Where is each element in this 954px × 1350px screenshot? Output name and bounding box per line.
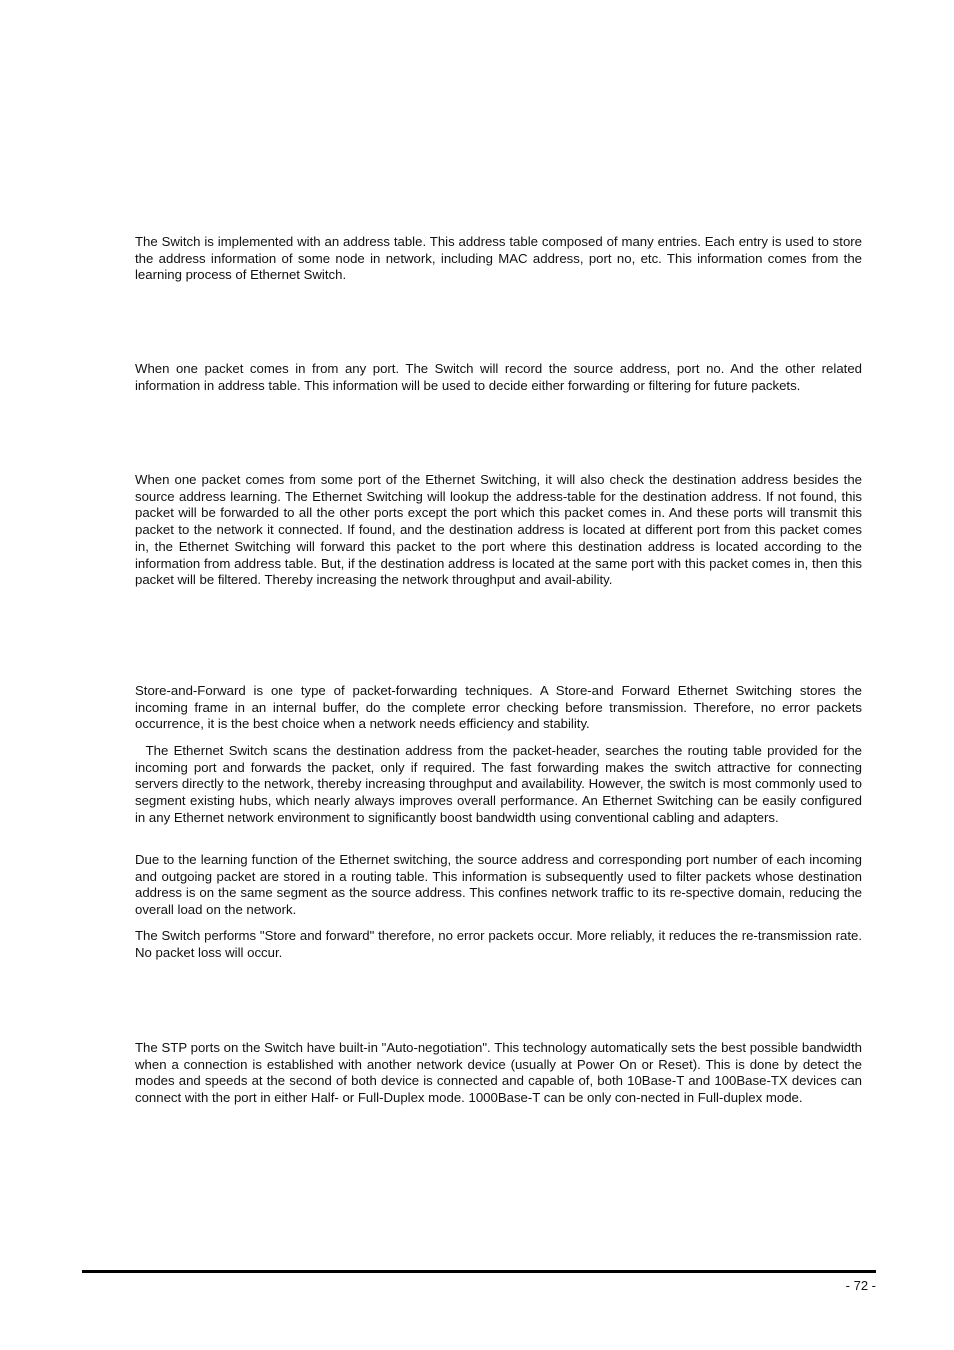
paragraph-no-error-packets: The Switch performs "Store and forward" therefore, no error packets occur. More reliably, it reduces the re-transmission rate. No packet loss will occur. <box>135 928 862 960</box>
paragraph-address-table: The Switch is implemented with an address table. This address table composed of many entries. Each entry is used to store the address information of some node in network, including MAC address, port no, etc. This information comes from the learning process of Ethernet Switch. <box>135 234 862 283</box>
footer-rule <box>82 1270 876 1273</box>
paragraph-store-and-forward: Store-and-Forward is one type of packet-forwarding techniques. A Store-and Forward Ethernet Switching stores the incoming frame in an internal buffer, do the complete error checking before transmission. Therefore, no error packets occurrence, it is the best choice when a network needs efficiency and stability. <box>135 683 862 732</box>
paragraph-routing-table: Due to the learning function of the Ethernet switching, the source address and corresponding port number of each incoming and outgoing packet are stored in a routing table. This information is subsequently used to filter packets whose destination address is on the same segment as the source address. This confines network traffic to its re-spective domain, reducing the overall load on the network. <box>135 852 862 918</box>
page-number: - 72 - <box>845 1278 876 1293</box>
paragraph-forwarding-filtering: When one packet comes from some port of the Ethernet Switching, it will also check the destination address besides the source address learning. The Ethernet Switching will lookup the address-table for the destination address. If not found, this packet will be forwarded to all the other ports except the port which this packet comes in. And these ports will transmit this packet to the network it connected. If found, and the destination address is located at different port from this packet comes in, the Ethernet Switching will forward this packet to the port where this destination address is located according to the information from address table. But, if the destination address is located at the same port with this packet comes in, then this packet will be filtered. Thereby increasing the network throughput and avail-ability. <box>135 472 862 588</box>
paragraph-auto-negotiation: The STP ports on the Switch have built-in "Auto-negotiation". This technology automatically sets the best possible bandwidth when a connection is established with another network device (usually at Power On or Reset). This is done by detect the modes and speeds at the second of both device is connected and capable of, both 10Base-T and 100Base-TX devices can connect with the port in either Half- or Full-Duplex mode. 1000Base-T can be only con-nected in Full-duplex mode. <box>135 1040 862 1106</box>
paragraph-destination-scan: The Ethernet Switch scans the destination address from the packet-header, searches the routing table provided for the incoming port and forwards the packet, only if required. The fast forwarding makes the switch attractive for connecting servers directly to the network, thereby increasing throughput and availability. However, the switch is most commonly used to segment existing hubs, which nearly always improves overall performance. An Ethernet Switching can be easily configured in any Ethernet network environment to significantly boost bandwidth using conventional cabling and adapters. <box>135 743 866 825</box>
paragraph-learning: When one packet comes in from any port. The Switch will record the source address, port no. And the other related information in address table. This information will be used to decide either forwarding or filtering for future packets. <box>135 361 862 393</box>
